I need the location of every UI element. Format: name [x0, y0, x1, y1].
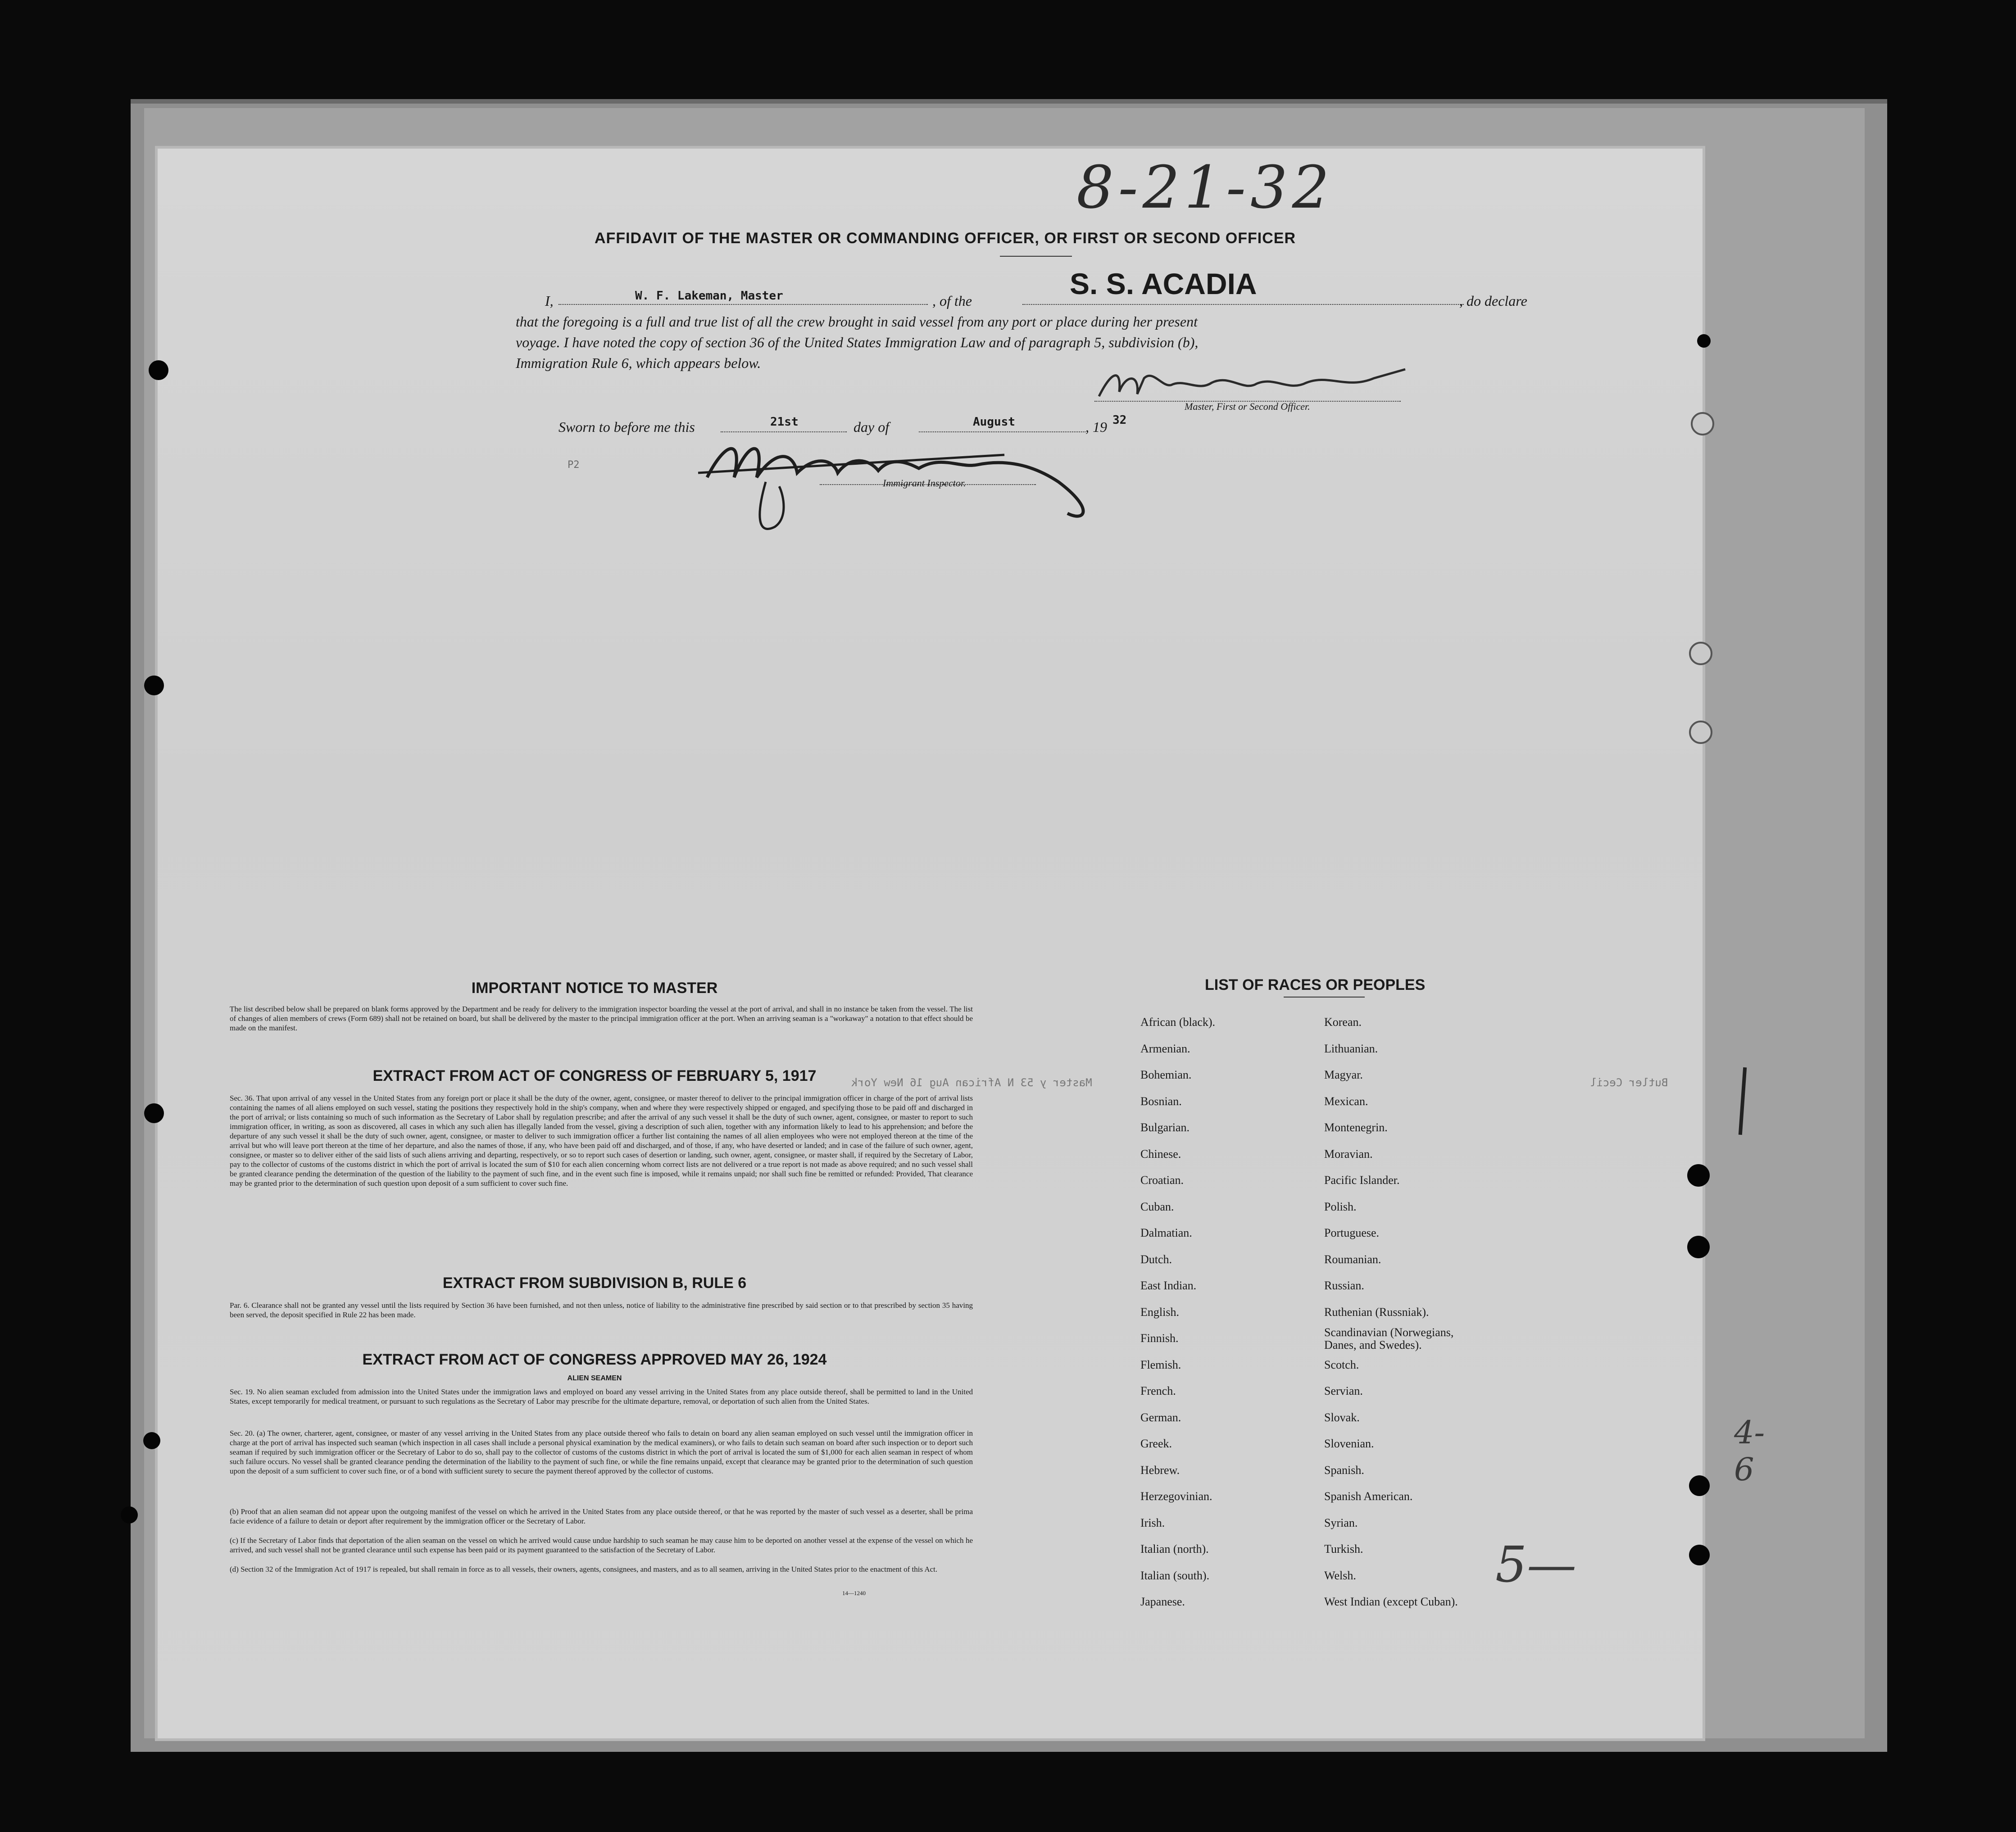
extract-1917-title: EXTRACT FROM ACT OF CONGRESS OF FEBRUARY 5, 1917: [372, 1067, 817, 1084]
race-item: Bohemian.: [1140, 1068, 1192, 1081]
race-item: English.: [1140, 1305, 1179, 1319]
punch-hole: [1689, 1545, 1710, 1565]
race-item: Lithuanian.: [1324, 1042, 1378, 1055]
race-item: German.: [1140, 1410, 1181, 1424]
race-item: Herzegovinian.: [1140, 1490, 1212, 1503]
affidavit-line-2: that the foregoing is a full and true list of all the crew brought in said vessel from any port or place during her present: [516, 313, 1198, 330]
race-item: African (black).: [1140, 1016, 1216, 1029]
races-title: LIST OF RACES OR PEOPLES: [1205, 976, 1426, 993]
race-item: Spanish American.: [1324, 1490, 1413, 1503]
race-item: Finnish.: [1140, 1332, 1179, 1345]
race-item: Roumanian.: [1324, 1252, 1381, 1266]
race-item: Korean.: [1324, 1016, 1362, 1029]
race-item: Syrian.: [1324, 1516, 1358, 1529]
race-item: Dalmatian.: [1140, 1226, 1192, 1239]
form-number: 14—1240: [842, 1590, 866, 1596]
inspector-caption: Immigrant Inspector.: [883, 477, 966, 489]
race-item: Bulgarian.: [1140, 1121, 1190, 1134]
race-item: Slovak.: [1324, 1410, 1360, 1424]
affidavit-title: AFFIDAVIT OF THE MASTER OR COMMANDING OFFICER, OR FIRST OR SECOND OFFICER: [595, 230, 1296, 247]
ship-line: [1022, 304, 1464, 305]
master-name: W. F. Lakeman, Master: [635, 289, 783, 303]
punch-hole: [149, 360, 168, 380]
name-line: [558, 304, 928, 305]
race-item: Pacific Islander.: [1324, 1174, 1400, 1187]
race-item: Italian (south).: [1140, 1569, 1210, 1582]
race-item: Dutch.: [1140, 1252, 1172, 1266]
sworn-day: 21st: [770, 415, 799, 429]
bleed-through-right: Master y 53 N African Aug 16 New York: [851, 1076, 1092, 1089]
declare-label: , do declare: [1459, 293, 1527, 309]
races-title-rule: [1284, 997, 1365, 998]
race-item: Armenian.: [1140, 1042, 1190, 1055]
margin-mark: P2: [568, 459, 580, 471]
race-item: Russian.: [1324, 1279, 1364, 1292]
race-item: Welsh.: [1324, 1569, 1356, 1582]
document-page: [158, 149, 1765, 1738]
master-caption: Master, First or Second Officer.: [1185, 401, 1310, 412]
race-item: French.: [1140, 1384, 1176, 1397]
race-item: East Indian.: [1140, 1279, 1197, 1292]
year-prefix: , 19: [1085, 419, 1107, 435]
race-item: Greek.: [1140, 1437, 1172, 1450]
punch-hole: [1689, 642, 1712, 665]
race-item: Flemish.: [1140, 1358, 1181, 1371]
margin-number-right: 4-6: [1734, 1414, 1765, 1488]
race-item: West Indian (except Cuban).: [1324, 1595, 1458, 1608]
race-item: Spanish.: [1324, 1463, 1364, 1477]
race-item: Bosnian.: [1140, 1094, 1182, 1108]
punch-hole: [1687, 1164, 1710, 1187]
affidavit-line-4: Immigration Rule 6, which appears below.: [516, 355, 761, 371]
race-item: Cuban.: [1140, 1200, 1174, 1213]
race-item: Scandinavian (Norwegians, Danes, and Swedes).: [1324, 1326, 1454, 1351]
extract-1924-sec20b: (b) Proof that an alien seaman did not appear upon the outgoing manifest of the vessel on which he arrived in the United States from any place outside thereof, or that he was reported by the master of such vessel as a deserter, shall be prima facie evidence of a failure to detain or deport after requirement by the immigration officer or the Secretary of Labor.: [230, 1507, 973, 1525]
extract-rule6-title: EXTRACT FROM SUBDIVISION B, RULE 6: [442, 1274, 747, 1292]
race-item: Ruthenian (Russniak).: [1324, 1305, 1429, 1319]
punch-hole: [1697, 334, 1711, 348]
margin-number-bottom: 5—: [1495, 1536, 1576, 1593]
notice-body: The list described below shall be prepared on blank forms approved by the Department and be ready for delivery to the immigration inspector boarding the vessel at the port of arrival, and shall in no instance be taken from the vessel. The list of changes of alien members of crews (Form 689) shall not be retained on board, but shall be delivered by the master to the principal immigration officer at the port. When an arriving seaman is a "workaway" a notation to that effect should be made on the manifest.: [230, 1005, 973, 1032]
race-item: Mexican.: [1324, 1094, 1368, 1108]
race-item: Irish.: [1140, 1516, 1165, 1529]
extract-1917-body: Sec. 36. That upon arrival of any vessel in the United States from any foreign port or place it shall be the duty of the owner, agent, consignee, or master thereof to deliver to the principal immigration officer in charge of the port of arrival lists containing the names of all aliens employed on such vessel, stating the positions they respectively hold in the ship's company, when and where they were respectively shipped or engaged, and specifying those to be paid off and discharged in the port of arrival; or lists containing so much of such information as the Secretary of Labor shall by regulation prescribe; and after the arrival of any such vessel it shall be the duty of such owner, agent, consignee, or master to report to such immigration officer, in writing, as soon as discovered, all cases in which any such alien has illegally landed from the vessel, giving a description of such alien, together with any information likely to lead to his apprehension; and before the departure of any such vessel it shall be the duty of such owner, agent, consignee, or master to deliver to such immigration officer a further list containing the names of all alien employees who were not employed thereon at the time of the arrival but who will leave port thereon at the time of her departure, and also the names of those, if any, who have been paid off and discharged, and of those, if any, who have deserted or landed; and in case of the failure of such owner, agent, consignee, or master so to deliver either of the said lists of such aliens arriving and departing, respectively, or so to report such cases of desertion or landing, such owner, agent, consignee, or master shall, if required by the Secretary of Labor, pay to the collector of customs of the customs district in which the port of arrival is located the sum of $10 for each alien concerning whom correct lists are not delivered or a true report is not made as above required; and no such vessel shall be granted clearance pending the determination of the question of the liability to the payment of such fine, and in the event such fine is imposed, while it remains unpaid; nor shall such fine be remitted or refunded: Provided, That clearance may be granted prior to the determination of such question upon deposit of a sum sufficient to cover such fine.: [230, 1094, 973, 1188]
race-item: Chinese.: [1140, 1147, 1181, 1161]
race-item: Japanese.: [1140, 1595, 1185, 1608]
punch-hole: [144, 1103, 164, 1123]
race-item: Hebrew.: [1140, 1463, 1180, 1477]
punch-hole: [1689, 721, 1712, 744]
race-item: Turkish.: [1324, 1542, 1363, 1555]
extract-1924-subtitle: ALIEN SEAMEN: [567, 1374, 622, 1382]
punch-hole: [144, 676, 164, 695]
extract-rule6-body: Par. 6. Clearance shall not be granted any vessel until the lists required by Section 36 have been furnished, and not then unless, notice of liability to the administrative fine prescribed by said section or to that prescribed by section 35 having been served, the deposit specified in Rule 22 has been made.: [230, 1301, 973, 1319]
race-item: Croatian.: [1140, 1174, 1184, 1187]
punch-hole: [1689, 1475, 1710, 1496]
race-item: Scotch.: [1324, 1358, 1359, 1371]
extract-1924-sec19: Sec. 19. No alien seaman excluded from admission into the United States under the immigration laws and employed on board any vessel arriving in the United States from any place outside thereof, shall be permitted to land in the United States, except temporarily for medical treatment, or pursuant to such regulations as the Secretary of Labor may prescribe for the ultimate departure, removal, or deportation of such alien from the United States.: [230, 1388, 973, 1406]
race-item: Polish.: [1324, 1200, 1357, 1213]
race-item: Italian (north).: [1140, 1542, 1209, 1555]
race-item: Portuguese.: [1324, 1226, 1380, 1239]
race-item: Slovenian.: [1324, 1437, 1374, 1450]
punch-hole: [121, 1506, 138, 1524]
title-rule: [1000, 256, 1072, 257]
notice-title: IMPORTANT NOTICE TO MASTER: [471, 979, 718, 997]
punch-hole: [143, 1432, 160, 1449]
day-of-label: day of: [854, 419, 890, 435]
punch-hole: [1691, 412, 1714, 435]
extract-1924-sec20d: (d) Section 32 of the Immigration Act of 1917 is repealed, but shall remain in force as to all vessels, their owners, agents, consignees, and masters, and as to all seamen, arriving in the United States prior to the enactment of this Act.: [230, 1565, 938, 1574]
i-label: I,: [545, 293, 554, 309]
race-item: Servian.: [1324, 1384, 1363, 1397]
extract-1924-sec20c: (c) If the Secretary of Labor finds that deportation of the alien seaman on the vessel on which he arrived would cause undue hardship to such seaman he may cause him to be deported on another vessel at the expense of the vessel on which he arrived, and such vessel shall not be granted clearance until such expense has been paid or its payment guaranteed to the satisfaction of the Secretary of Labor.: [230, 1536, 973, 1554]
race-item: Moravian.: [1324, 1147, 1373, 1161]
extract-1924-sec20a: Sec. 20. (a) The owner, charterer, agent, consignee, or master of any vessel arriving in the United States from any place outside thereof who fails to detain on board any alien seaman employed on such vessel until the immigration officer in charge at the port of arrival has inspected such seaman (which inspection in all cases shall include a personal physical examination by the medical examiners), or who fails to detain such seaman on board after such inspection or to deport such seaman if required by such immigration officer or the Secretary of Labor to do so, shall pay to the collector of customs of the customs district in which the port of arrival is located the sum of $1,000 for each alien seaman in respect of whom such failure occurs. No vessel shall be granted clearance pending the determination of the liability to the payment of such fine, or while the fine remains unpaid, except that clearance may be granted prior to the determination of such question upon the deposit of a sum sufficient to cover such fine, or of a bond with sufficient surety to secure the payment thereof approved by the collector of customs.: [230, 1429, 973, 1475]
ship-name: S. S. ACADIA: [1070, 267, 1257, 300]
race-item: Montenegrin.: [1324, 1121, 1388, 1134]
race-item: Magyar.: [1324, 1068, 1363, 1081]
sworn-month: August: [973, 415, 1015, 429]
extract-1924-title: EXTRACT FROM ACT OF CONGRESS APPROVED MAY 26, 1924: [362, 1351, 827, 1368]
sworn-year: 32: [1112, 413, 1127, 427]
handwritten-date: 8-21-32: [1076, 153, 1334, 222]
of-the-label: , of the: [932, 293, 972, 309]
punch-hole: [1687, 1236, 1710, 1258]
affidavit-line-3: voyage. I have noted the copy of section 36 of the United States Immigration Law and of paragraph 5, subdivision (b),: [516, 334, 1199, 350]
sworn-label: Sworn to before me this: [558, 419, 695, 435]
bleed-through-left: Butler Cecil: [1590, 1076, 1668, 1089]
